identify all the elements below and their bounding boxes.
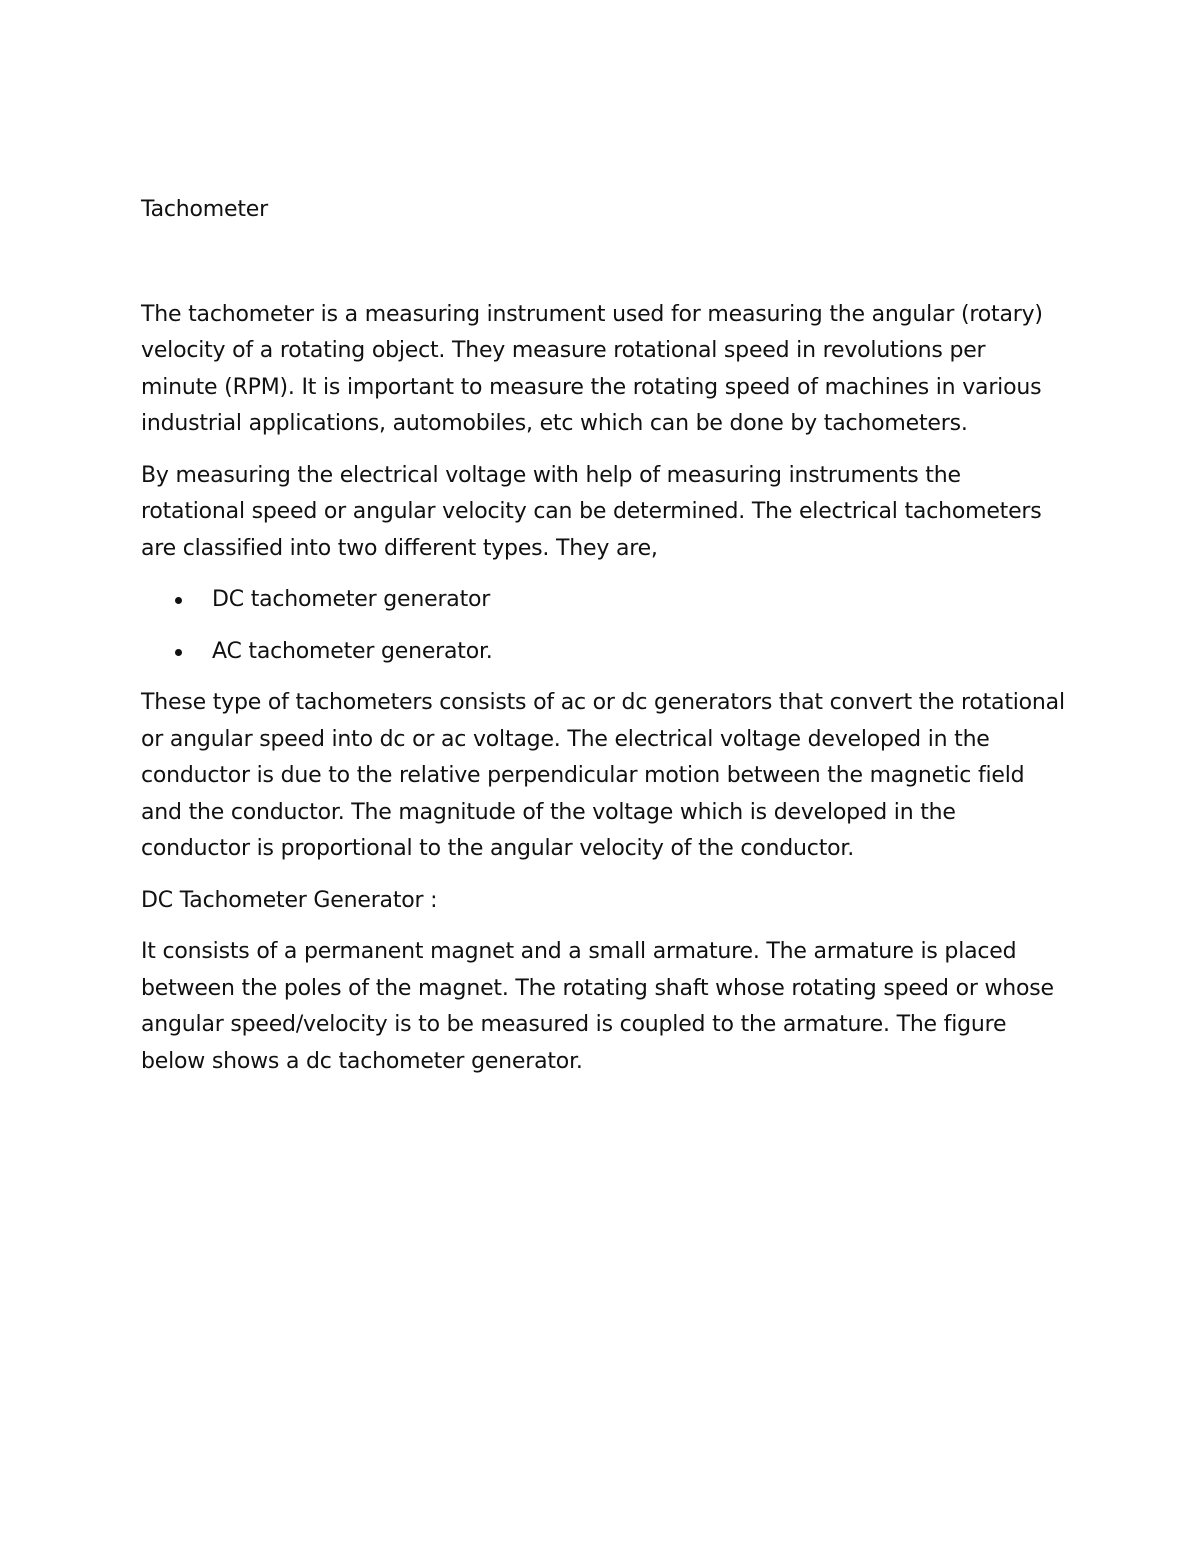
paragraph-intro: The tachometer is a measuring instrument used for measuring the angular (rotary) velocity of a rotating object. They measure rotational speed in revolutions per minute (RPM). It is important to measure the rotating speed of machines in various industrial applications, automobiles, etc which can be done by tachometers. [141, 301, 1043, 436]
types-list [141, 582, 1066, 670]
list-item-label: AC tachometer generator. [212, 638, 493, 664]
paragraph-principle: These type of tachometers consists of ac or dc generators that convert the rotational or angular speed into dc or ac voltage. The electrical voltage developed in the conductor is due to the relative perpendicular motion between the magnetic field and the conductor. The magnitude of the voltage which is developed in the conductor is proportional to the angular velocity of the conductor. [141, 690, 1065, 861]
section-heading: DC Tachometer Generator : [141, 887, 438, 913]
document-body [141, 192, 1066, 1080]
list-item [141, 634, 1066, 671]
paragraph-types: By measuring the electrical voltage with help of measuring instruments the rotational speed or angular velocity can be determined. The electrical tachometers are classified into two different types. They are, [141, 462, 1042, 561]
paragraph-dc-generator: It consists of a permanent magnet and a small armature. The armature is placed between the poles of the magnet. The rotating shaft whose rotating speed or whose angular speed/velocity is to be measured is coupled to the armature. The figure below shows a dc tachometer generator. [141, 939, 1054, 1074]
bullet-icon [175, 597, 182, 604]
document-title: Tachometer [141, 197, 268, 222]
list-item [141, 582, 1066, 619]
list-item-label: DC tachometer generator [212, 587, 491, 612]
bullet-icon [175, 649, 182, 656]
